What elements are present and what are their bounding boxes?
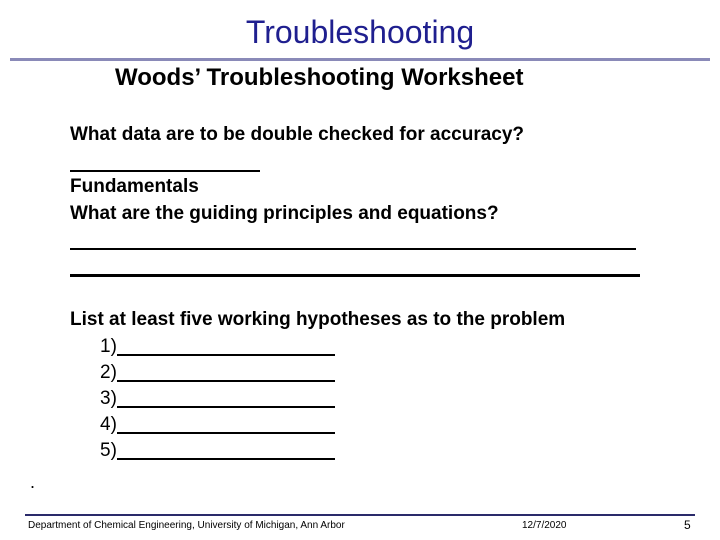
hypothesis-item-4 <box>100 412 335 438</box>
slide-title: Troubleshooting <box>245 14 475 50</box>
hypotheses-prompt: List at least five working hypotheses as to the problem <box>70 309 566 330</box>
footer-date: 12/7/2020 <box>522 520 567 531</box>
hypothesis-number: 2) <box>100 362 117 383</box>
hypothesis-item-5 <box>100 438 335 464</box>
answer-blank-data-check <box>70 170 260 172</box>
hypothesis-item-2 <box>100 360 335 386</box>
hypothesis-item-1 <box>100 334 335 360</box>
answer-blank-principles-1 <box>70 248 636 250</box>
footer-divider <box>25 514 695 516</box>
answer-blank-principles-2 <box>70 274 640 277</box>
hypothesis-blank <box>117 380 335 382</box>
hypothesis-blank <box>117 432 335 434</box>
hypothesis-number: 1) <box>100 336 117 357</box>
question-principles: What are the guiding principles and equations? <box>70 203 499 224</box>
hypothesis-number: 3) <box>100 388 117 409</box>
stray-period: . <box>30 472 36 492</box>
hypothesis-blank <box>117 354 335 356</box>
hypothesis-number: 4) <box>100 414 117 435</box>
hypothesis-blank <box>117 458 335 460</box>
hypothesis-number: 5) <box>100 440 117 461</box>
footer-department: Department of Chemical Engineering, University of Michigan, Ann Arbor <box>28 520 345 531</box>
fundamentals-heading: Fundamentals <box>70 176 199 197</box>
page-number: 5 <box>684 518 691 532</box>
worksheet-subtitle: Woods’ Troubleshooting Worksheet <box>115 64 524 91</box>
question-data-check: What data are to be double checked for accuracy? <box>70 124 525 145</box>
title-divider <box>10 58 710 61</box>
hypothesis-item-3 <box>100 386 335 412</box>
hypothesis-blank <box>117 406 335 408</box>
